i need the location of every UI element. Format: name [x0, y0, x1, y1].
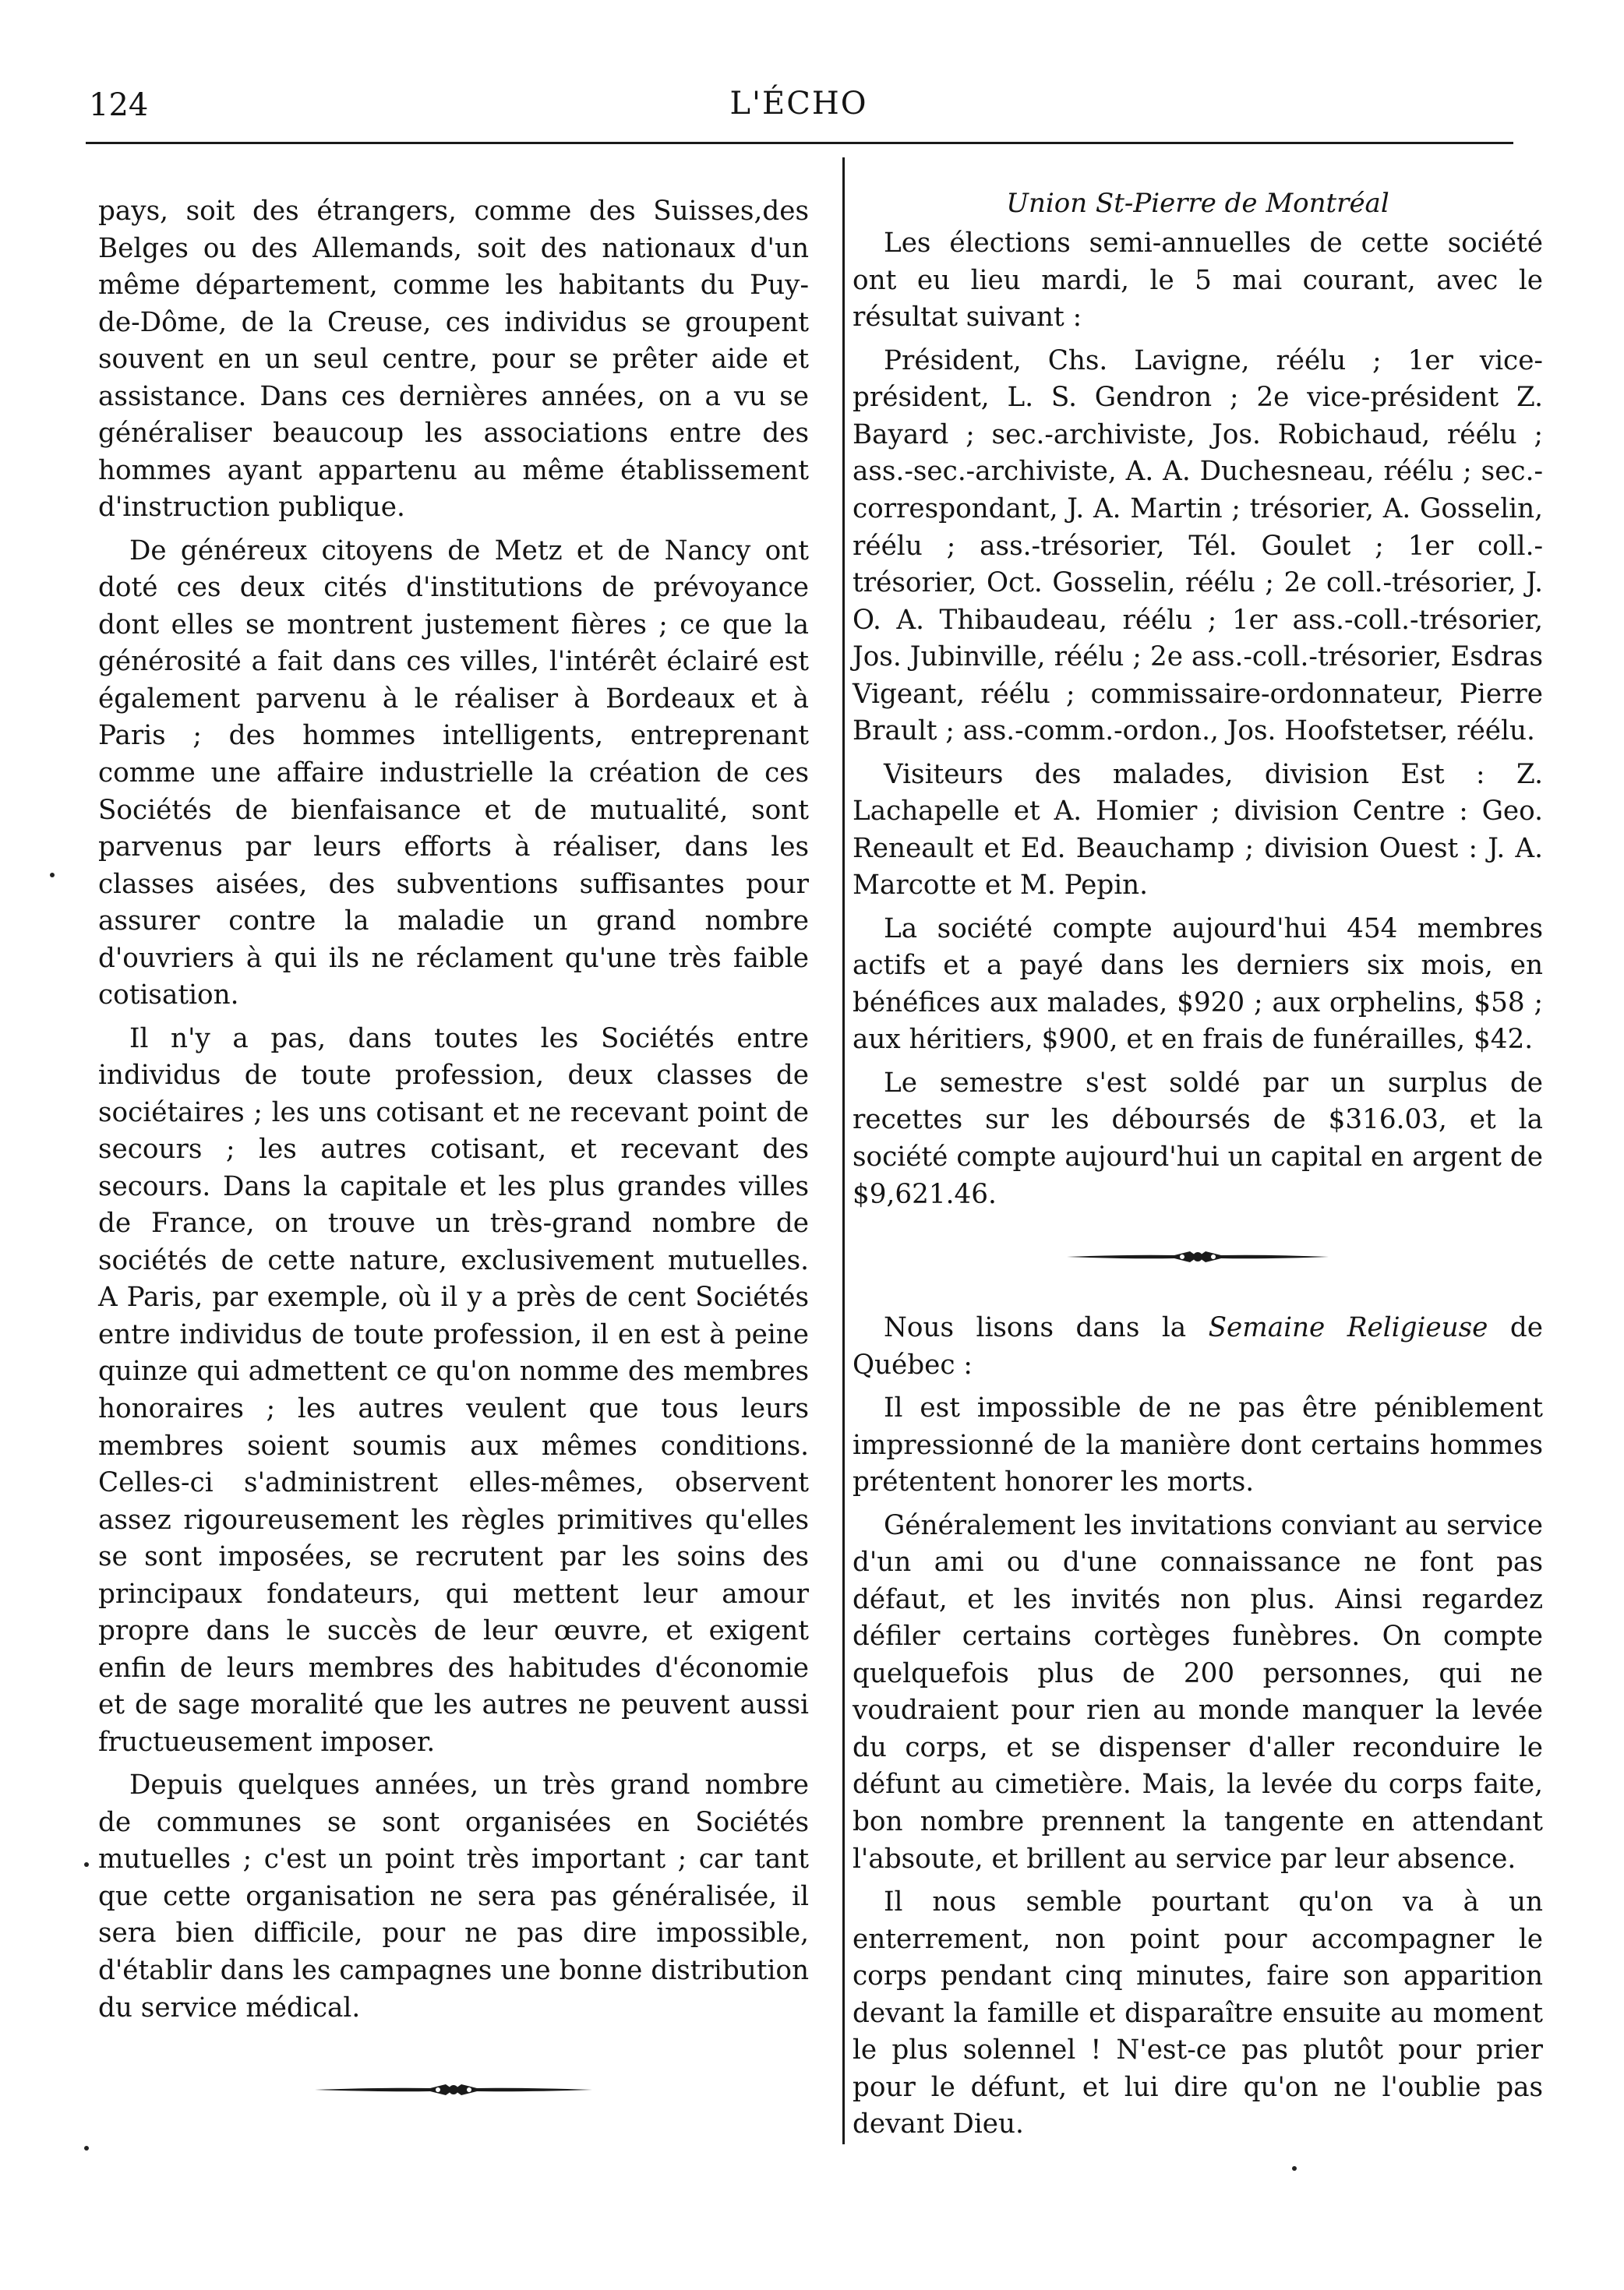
running-title: L'ÉCHO — [729, 86, 868, 122]
paragraph: Généralement les invitations conviant au service d'un ami ou d'une connaissance ne font pas défaut, et les invités non plus. Ainsi regardez défiler certains cortèges funèbres. On compte quelquefois plus de 200 personnes, qui ne voudraient pour rien au monde manquer la levée du corps, et se dispenser d'aller reconduire le défunt au cimetière. Mais, la levée du corps faite, bon nombre prennent la tangente en attendant l'absoute, et brillent au service par leur absence. — [853, 1509, 1543, 1875]
paragraph: Il n'y a pas, dans toutes les Sociétés entre individus de toute profession, deux classes de sociétaires ; les uns cotisant et ne recevant point de secours ; les autres cotisant, et recevant des secours. Dans la capitale et les plus grandes villes de France, on trouve un très-grand nombre de sociétés de cette nature, exclusivement mutuelles. A Paris, par exemple, où il y a près de cent Sociétés entre individus de toute profession, il en est à peine quinze qui admettent ce qu'on nomme des membres honoraires ; les autres veulent que tous leurs membres soient soumis aux mêmes conditions. Celles-ci s'administrent elles-mêmes, observent assez rigoureusement les règles primitives qu'elles se sont imposées, se recrutent par les soins des principaux fondateurs, qui mettent leur amour propre dans le succès de leur œuvre, et exigent enfin de leurs membres des habitudes d'économie et de sage moralité que les autres ne peuvent aussi fructueusement imposer. — [98, 1022, 809, 1758]
paragraph: La société compte aujourd'hui 454 membres actifs et a payé dans les derniers six mois, en bénéfices aux malades, $920 ; aux orphelins, $58 ; aux héritiers, $900, et en frais de funérailles, $42. — [853, 912, 1543, 1056]
page-header — [86, 84, 1512, 131]
left-column — [98, 193, 809, 2100]
ornament-divider — [98, 2080, 809, 2100]
header-rule — [86, 142, 1513, 144]
page-number: 124 — [89, 87, 149, 123]
column-divider — [842, 157, 845, 2144]
paragraph: Il nous semble pourtant qu'on va à un enterrement, non point pour accompagner le corps pendant cinq minutes, faire son apparition devant la famille et disparaître ensuite au moment le plus solennel ! N'est-ce pas plutôt pour prier pour le défunt, et lui dire qu'on ne l'oublie pas devant Dieu. — [853, 1886, 1543, 2140]
article-intro-before: Nous lisons dans la — [884, 1312, 1209, 1344]
paragraph: Le semestre s'est soldé par un surplus de recettes sur les déboursés de $316.03, et la société compte aujourd'hui un capital en argent de $9,621.46. — [853, 1067, 1543, 1210]
paragraph: Les élections semi-annuelles de cette société ont eu lieu mardi, le 5 mai courant, avec le résultat suivant : — [853, 228, 1543, 333]
ornament-divider — [853, 1247, 1543, 1266]
ornament-rule-icon — [313, 2080, 594, 2100]
scan-speck — [84, 2146, 89, 2151]
paragraph: Il est impossible de ne pas être péniblement impressionné de la manière dont certains hommes prétentent honorer les morts. — [853, 1392, 1543, 1498]
paragraph: Depuis quelques années, un très grand nombre de communes se sont organisées en Sociétés mutuelles ; c'est un point très important ; car tant que cette organisation ne sera pas généralisée, il sera bien difficile, pour ne pas dire impossible, d'établir dans les campagnes une bonne distribution du service médical. — [98, 1770, 809, 2024]
article-intro-after: de Québec : — [853, 1312, 1544, 1381]
article-intro — [853, 1310, 1543, 1384]
ornament-rule-icon — [1065, 1247, 1330, 1266]
scan-speck — [50, 873, 55, 877]
scan-speck — [1292, 2166, 1297, 2171]
paragraph: pays, soit des étrangers, comme des Suisses,des Belges ou des Allemands, soit des nationaux d'un même département, comme les habitants du Puy-de-Dôme, de la Creuse, ces individus se groupent souvent en un seul centre, pour se prêter aide et assistance. Dans ces dernières années, on a vu se généraliser beaucoup les associations entre des hommes ayant appartenu au même établissement d'instruction publique. — [98, 196, 809, 524]
scan-speck — [84, 1862, 89, 1867]
paragraph: Visiteurs des malades, division Est : Z. Lachapelle et A. Homier ; division Centre : Geo. Reneault et Ed. Beauchamp ; division Ouest : J. A. Marcotte et M. Pepin. — [853, 758, 1543, 902]
section-title: Union St-Pierre de Montréal — [1006, 188, 1389, 219]
article-source: Semaine Religieuse — [1208, 1312, 1488, 1344]
paragraph: Président, Chs. Lavigne, réélu ; 1er vice-président, L. S. Gendron ; 2e vice-président Z. Bayard ; sec.-archiviste, Jos. Robichaud, réélu ; ass.-sec.-archiviste, A. A. Duchesneau, réélu ; sec.-correspondant, J. A. Martin ; trésorier, A. Gosselin, réélu ; ass.-trésorier, Tél. Goulet ; 1er coll.-trésorier, Oct. Gosselin, réélu ; 2e coll.-trésorier, J. O. A. Thibaudeau, réélu ; 1er ass.-coll.-trésorier, Jos. Jubinville, réélu ; 2e ass.-coll.-trésorier, Esdras Vigeant, réélu ; commissaire-ordonnateur, Pierre Brault ; ass.-comm.-ordon., Jos. Hoofstetser, réélu. — [853, 344, 1543, 747]
paragraph: De généreux citoyens de Metz et de Nancy ont doté ces deux cités d'institutions de prévoyance dont elles se montrent justement fières ; ce que la générosité a fait dans ces villes, l'intérêt éclairé est également parvenu à le réaliser à Bordeaux et à Paris ; des hommes intelligents, entreprenant comme une affaire industrielle la création de ces Sociétés de bienfaisance et de mutualité, sont parvenus par leurs efforts à réaliser, dans les classes aisées, des subventions suffisantes pour assurer contre la maladie un grand nombre d'ouvriers à qui ils ne réclament qu'une très faible cotisation. — [98, 535, 809, 1011]
right-column — [853, 185, 1543, 2144]
